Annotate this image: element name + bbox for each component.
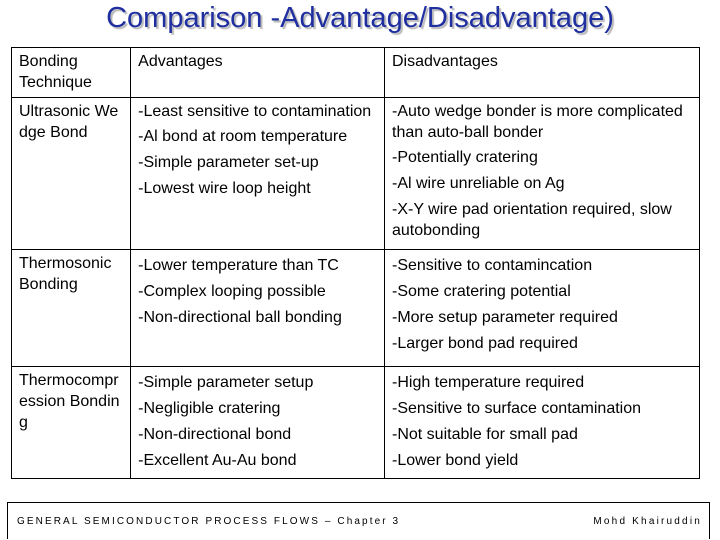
disadvantage-item: -Not suitable for small pad (392, 426, 578, 443)
header-disadvantages: Disadvantages (385, 48, 700, 98)
advantage-item: -Simple parameter setup (138, 374, 314, 391)
technique-cell (12, 250, 131, 367)
disadvantage-item: -Sensitive to contamincation (392, 257, 593, 274)
footer-author: Mohd Khairuddin (593, 516, 702, 527)
header-advantages: Advantages (131, 48, 385, 98)
advantages-cell (131, 367, 385, 479)
advantage-item: -Least sensitive to contamination (138, 103, 372, 120)
slide-title: Comparison -Advantage/Disadvantage) (106, 2, 614, 34)
disadvantage-item: -Potentially cratering (392, 149, 538, 166)
technique-label: Thermosonic Bonding (19, 255, 112, 293)
advantage-item: -Non-directional bond (138, 426, 292, 443)
table-row (12, 367, 700, 479)
disadvantage-item: -Lower bond yield (392, 452, 519, 469)
header-technique: Bonding Technique (12, 48, 131, 98)
advantage-item: -Lower temperature than TC (138, 257, 339, 274)
technique-label: Thermocompression Bonding (19, 372, 120, 431)
disadvantage-item: -More setup parameter required (392, 309, 618, 326)
technique-cell (12, 98, 131, 250)
footer-course-title: GENERAL SEMICONDUCTOR PROCESS FLOWS – Chapter 3 (17, 516, 401, 527)
table-row (12, 250, 700, 367)
advantages-cell (131, 250, 385, 367)
disadvantages-cell (385, 98, 700, 250)
advantage-item: -Al bond at room temperature (138, 128, 348, 145)
disadvantage-item: -High temperature required (392, 374, 585, 391)
technique-cell (12, 367, 131, 479)
comparison-table (11, 47, 700, 479)
disadvantage-item: -X-Y wire pad orientation required, slow autobonding (392, 201, 672, 239)
advantage-item: -Non-directional ball bonding (138, 309, 342, 326)
table-row (12, 98, 700, 250)
disadvantages-cell (385, 367, 700, 479)
advantages-cell (131, 98, 385, 250)
technique-label: Ultrasonic Wedge Bond (19, 103, 119, 141)
disadvantage-item: -Larger bond pad required (392, 335, 578, 352)
advantage-item: -Lowest wire loop height (138, 180, 311, 197)
advantage-item: -Simple parameter set-up (138, 154, 319, 171)
advantage-item: -Negligible cratering (138, 400, 281, 417)
disadvantage-item: -Auto wedge bonder is more complicated than auto-ball bonder (392, 103, 683, 141)
disadvantages-cell (385, 250, 700, 367)
disadvantage-item: -Sensitive to surface contamination (392, 400, 642, 417)
advantage-item: -Excellent Au-Au bond (138, 452, 297, 469)
disadvantage-item: -Some cratering potential (392, 283, 571, 300)
table-header-row (12, 48, 700, 98)
disadvantage-item: -Al wire unreliable on Ag (392, 175, 565, 192)
advantage-item: -Complex looping possible (138, 283, 326, 300)
